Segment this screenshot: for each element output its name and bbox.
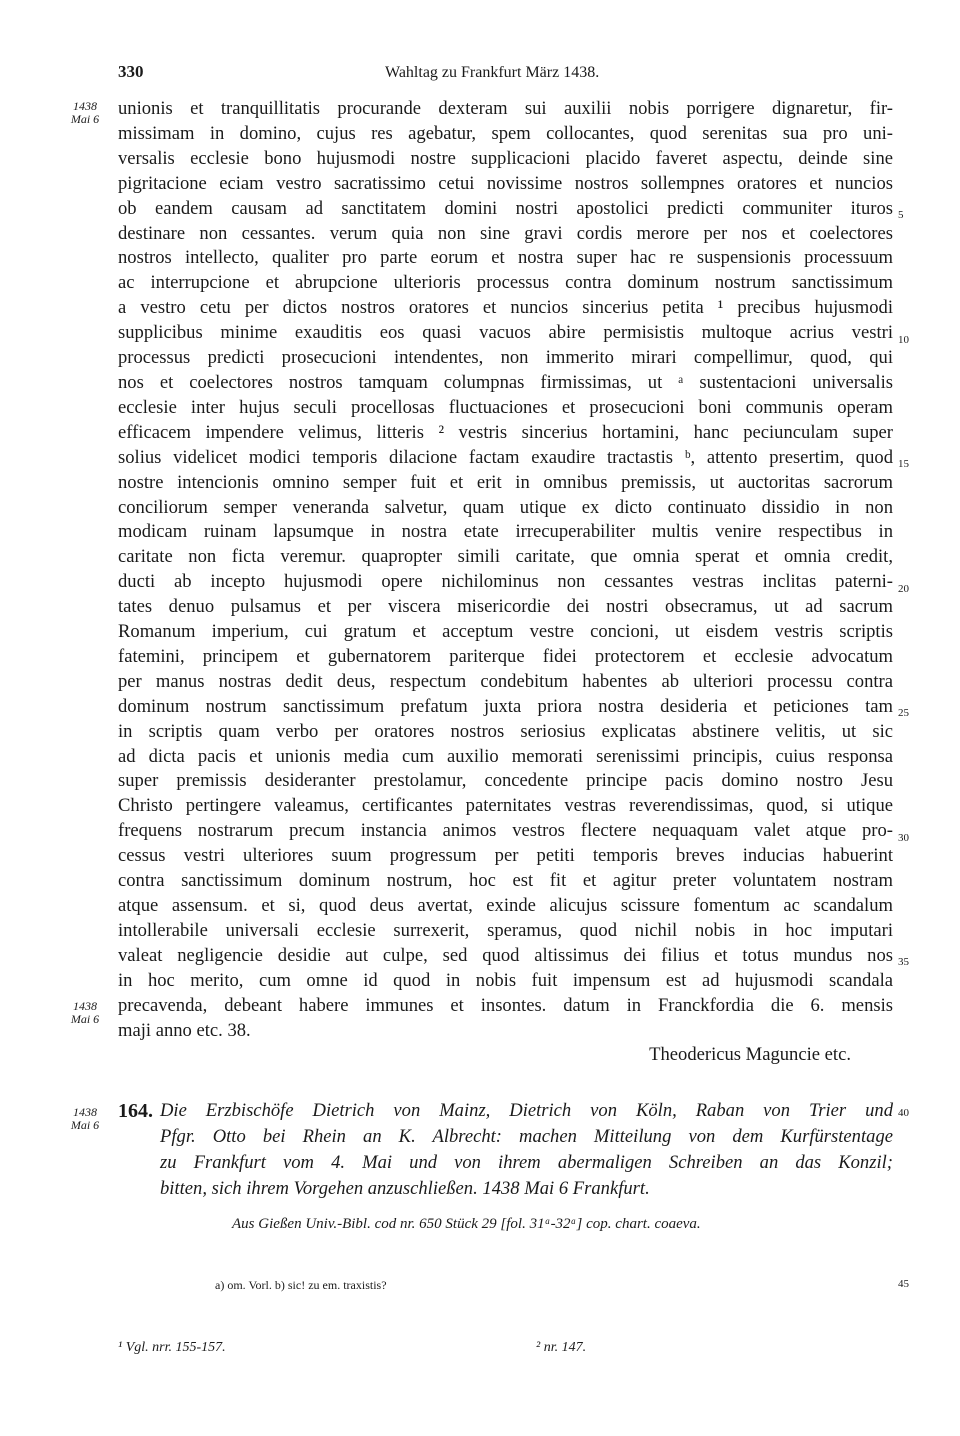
text-line: dominum nostrum sanctissimum prefatum juxta priora nostra desideria et peticiones tam <box>118 695 893 717</box>
line-number: 15 <box>898 458 909 470</box>
main-text <box>118 97 893 1068</box>
margin-day: Mai 6 <box>70 1012 100 1026</box>
text-line: Romanum imperium, cui gratum et acceptum vestre concioni, ut eisdem vestris scriptis <box>118 621 893 643</box>
regest-line: bitten, sich ihrem Vorgehen anzuschließen. 1438 Mai 6 Frankfurt. <box>160 1178 650 1199</box>
regest-line: Die Erzbischöfe Dietrich von Mainz, Dietrich von Köln, Raban von Trier und <box>160 1100 893 1121</box>
margin-date-top <box>62 100 108 126</box>
text-line: caritate non ficta veremur. quapropter simili caritate, que omnia sperat et omnia credit, <box>118 546 893 568</box>
signature: Theodericus Maguncie etc. <box>649 1044 851 1066</box>
text-line: in scriptis quam verbo per oratores nostros seriosius explicatas abstinere velitis, ut sic <box>118 720 893 742</box>
text-line: fatemini, principem et gubernatorem pariterque fidei protectorem et ecclesie advocatum <box>118 645 893 667</box>
footnote-1: ¹ Vgl. nrr. 155-157. <box>118 1340 226 1355</box>
regest-line: zu Frankfurt vom 4. Mai und von ihrem abermaligen Schreiben an das Konzil; <box>160 1152 893 1173</box>
text-line: ac interrupcione et abrupcione ulterioris processus contra dominum nostrum sanctissimum <box>118 272 893 294</box>
text-line: missimam in domino, cujus res agebatur, spem collocantes, quod serenitas sua pro uni- <box>118 122 893 144</box>
text-line: contra sanctissimum dominum nostrum, hoc est fit et agitur preter voluntatem nostram <box>118 870 893 892</box>
text-line: tates denuo pulsamus et per viscera misericordie dei nostri obsecramus, ut ad sacrum <box>118 596 893 618</box>
text-line: conciliorum semper veneranda salvetur, quam utique ex dicto continuato dissidio in non <box>118 496 893 518</box>
regest <box>160 1098 893 1202</box>
text-line: pigritacione eciam vestro sacratissimo cetui novissime nostros sollempnes oratores et nuncios <box>118 172 893 194</box>
text-line: destinare non cessantes. verum quia non sine gravi cordis merore per nos et coelectores <box>118 222 893 244</box>
text-line: unionis et tranquillitatis procurande dexteram sui auxilii nobis porrigere dignaretur, fir- <box>118 98 893 119</box>
regest-line: Pfgr. Otto bei Rhein an K. Albrecht: machen Mitteilung von dem Kurfürstentage <box>160 1126 893 1147</box>
margin-day: Mai 6 <box>70 1118 100 1132</box>
margin-day: Mai 6 <box>70 112 100 126</box>
page-number: 330 <box>118 62 144 81</box>
text-line: in hoc merito, cum omne id quod in nobis fuit impensum est ad hujusmodi scandala <box>118 969 893 991</box>
text-line: ob eandem causam ad sanctitatem domini nostri apostolici predicti communiter ituros <box>118 197 893 219</box>
line-number: 40 <box>898 1107 909 1119</box>
line-number: 30 <box>898 832 909 844</box>
line-number: 35 <box>898 956 909 968</box>
text-line: nos et coelectores nostros tamquam columpnas firmissimas, ut ᵃ sustentacioni universalis <box>118 371 893 393</box>
text-line: nostre intencionis omnino semper fuit et erit in omnibus premissis, ut auctoritas sacrorum <box>118 471 893 493</box>
text-line: nostros intellecto, qualiter pro parte eorum et nostra super hac re suspensionis processuum <box>118 247 893 269</box>
text-line: per manus nostras dedit deus, respectum condebitum habentes ab ulteriori processu contra <box>118 670 893 692</box>
line-number: 45 <box>898 1278 909 1290</box>
text-line: ad dicta pacis et unionis media cum auxilio memorati serenissimi principis, cuius responsa <box>118 745 893 767</box>
line-number: 20 <box>898 583 909 595</box>
text-line: supplicibus minime exauditis eos quasi vacuos abire permisistis multoque acrius vestri <box>118 322 893 344</box>
text-line: modicam ruinam lapsumque in nostra etate irrecuperabiliter multis venire respectibus in <box>118 521 893 543</box>
text-line: intollerabile universali ecclesie surrexerit, speramus, quod nichil nobis in hoc imputari <box>118 919 893 941</box>
text-line: ducti ab incepto hujusmodi opere nichilominus non cessantes vestras inclitas paterni- <box>118 571 893 593</box>
text-line: super premissis desideranter prestolamur, concedente principe pacis domino nostro Jesu <box>118 770 893 792</box>
line-number: 10 <box>898 334 909 346</box>
text-line: ecclesie inter hujus seculi procellosas fluctuaciones et prosecucioni boni communis operam <box>118 396 893 418</box>
running-title: Wahltag zu Frankfurt März 1438. <box>385 64 600 81</box>
text-line: versalis ecclesie bono hujusmodi nostre supplicacioni placido faveret aspectu, deinde sine <box>118 147 893 169</box>
text-line: a vestro cetu per dictos nostros oratores et nuncios sincerius petita ¹ precibus hujusmodi <box>118 297 893 319</box>
text-line: maji anno etc. 38. <box>118 1019 251 1041</box>
text-line: Christo pertingere valeamus, certificantes paternitates vestras reverendissimas, quod, si utique <box>118 795 893 817</box>
text-line: solius videlicet modici temporis dilacione factam exaudire tractastis ᵇ, attento presertim, quod <box>118 446 893 468</box>
text-line: processus predicti prosecucioni intendentes, non immerito mirari compellimur, quod, qui <box>118 347 893 369</box>
margin-year: 1438 <box>73 999 97 1013</box>
text-line: cessus vestri ulteriores suum progressum per petiti temporis breves inducias habuerint <box>118 845 893 867</box>
margin-year: 1438 <box>73 99 97 113</box>
margin-date-mid <box>62 1000 108 1026</box>
line-number: 25 <box>898 707 909 719</box>
text-line: efficacem impendere velimus, litteris ² vestris sincerius hortamini, hanc peciunculam super <box>118 421 893 443</box>
margin-date-doc <box>62 1106 108 1132</box>
footnotes <box>118 1340 838 1356</box>
text-line: valeat negligencie desidie aut culpe, sed quod altissimus dei filius et totus mundus nos <box>118 944 893 966</box>
text-line: precavenda, debeant habere immunes et insontes. datum in Franckfordia die 6. mensis <box>118 994 893 1016</box>
text-line: atque assensum. et si, quod deus avertat, exinde alicujus scissure fomentum ac scandalum <box>118 895 893 916</box>
source-note: Aus Gießen Univ.-Bibl. cod nr. 650 Stück 29 [fol. 31ᵃ-32ᵃ] cop. chart. coaeva. <box>232 1216 701 1232</box>
text-line: frequens nostrarum precum instancia animos vestros flectere nequaquam valet atque pro- <box>118 820 893 842</box>
footnote-2: ² nr. 147. <box>536 1340 587 1355</box>
text-apparatus: a) om. Vorl. b) sic! zu em. traxistis? <box>215 1278 387 1292</box>
document-number: 164. <box>118 1100 153 1122</box>
line-number: 5 <box>898 209 904 221</box>
margin-year: 1438 <box>73 1105 97 1119</box>
